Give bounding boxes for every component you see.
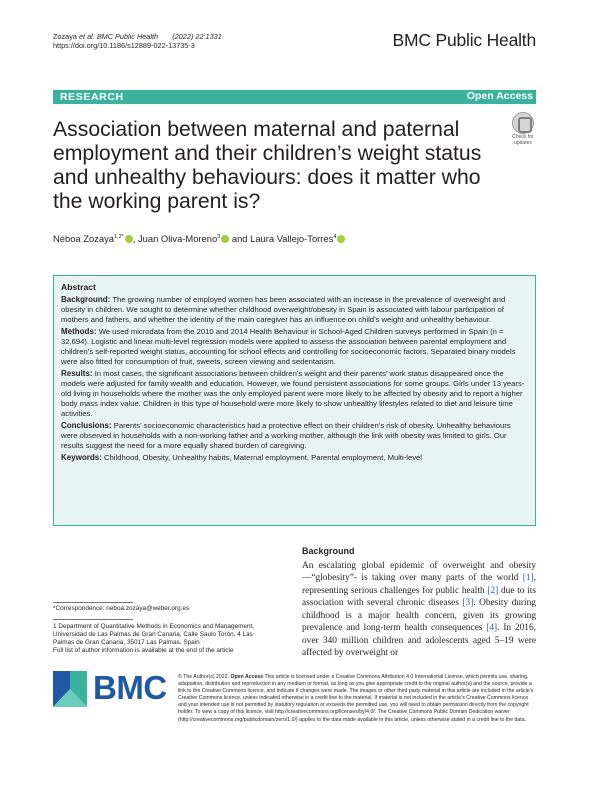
- footnote-divider: [53, 602, 133, 603]
- abstract-background: [61, 295, 528, 325]
- license-lead: © The Author(s) 2022.: [178, 674, 231, 680]
- check-for-updates-button[interactable]: [509, 112, 537, 146]
- methods-label: Methods:: [61, 327, 97, 336]
- orcid-icon[interactable]: [125, 235, 133, 243]
- check-updates-label: Check for updates: [512, 134, 534, 146]
- conclusions-text: Parents’ socioeconomic characteristics had a protective effect on their children’s risk of obesity. Unhealthy behaviours were observed in households with a non-working father and a working mother, although the link with obesity was limited to girls. Our results suggest the need for a more equally shared burden of caregiving.: [61, 421, 511, 450]
- check-updates-icon: [512, 112, 534, 134]
- citation-year: (2022) 22:1331: [172, 32, 222, 41]
- body-text: [302, 545, 536, 660]
- bmc-logo-icon: [53, 671, 87, 707]
- license-text: [178, 674, 536, 724]
- abstract-results: [61, 369, 528, 419]
- methods-text: We used microdata from the 2010 and 2014 Health Behaviour in School-Aged Children surveys performed in Spain (n = 32,694). Logistic and linear multi-level regression models were applied to assess the association between parental employment and children’s self-reported weight status, accounting for school effects and controlling for socioeconomic factors. Separated binary models were also fitted for consumption of fruit, sweets, screen viewing and sedentarism.: [61, 327, 516, 366]
- abstract-heading: Abstract: [61, 282, 96, 292]
- author-affiliation: 1,2*: [113, 233, 124, 240]
- abstract-conclusions: [61, 421, 528, 451]
- bmc-logo-text: BMC: [93, 669, 167, 706]
- body-text-run: . Obesity during childhood is a major health concern, given its growing prevalence and long-term health consequences: [302, 598, 536, 633]
- keywords-label: Keywords:: [61, 453, 102, 462]
- keywords-text: Childhood, Obesity, Unhealthy habits, Maternal employment, Parental employment, Multi-level: [104, 453, 422, 462]
- open-access-label: Open Access: [466, 90, 533, 102]
- reference-link[interactable]: [1]: [522, 573, 534, 583]
- citation-header: [53, 32, 222, 50]
- bmc-logo: [53, 669, 167, 709]
- license-body: This article is licensed under a Creative Commons Attribution 4.0 International License, which permits use, sharing, adaptation, distribution and reproduction in any medium or format, as long as you give appropriate credit to the original author(s) and the source, provide a link to the Creative Commons licence, and indicate if changes were made. The images or other third party material in this article are included in the article’s Creative Commons licence, unless indicated otherwise in a credit line to the material. If material is not included in the article’s Creative Commons licence and your intended use is not permitted by statutory regulation or exceeds the permitted use, you will need to obtain permission directly from the copyright holder. To view a copy of this licence, visit http://creativecommons.org/licenses/by/4.0/. The Creative Commons Public Domain Dedication waiver (http://creativecommons.org/publicdomain/zero/1.0/) applies to the data made available in this article, unless otherwise stated in a credit line to the data.: [178, 674, 534, 723]
- author-list: [53, 233, 345, 244]
- affiliation-note: 1 Department of Quantitative Methods in Economics and Management, Universidad de Las Palmas de Gran Canaria, Calle Saulo Torón, 4 Las Palmas de Gran Canaria, 35017 Las Palmas, Spain: [53, 623, 255, 646]
- author-affiliation: 4: [333, 233, 337, 240]
- results-label: Results:: [61, 369, 93, 378]
- author-name[interactable]: , Juan Oliva‑Moreno: [132, 233, 218, 244]
- conclusions-label: Conclusions:: [61, 421, 112, 430]
- body-paragraph: [302, 560, 536, 660]
- reference-link[interactable]: [3]: [462, 598, 474, 608]
- background-label: Background:: [61, 295, 111, 304]
- abstract-keywords: [61, 453, 528, 463]
- body-text-run: due to its association with several chronic diseases: [302, 585, 536, 608]
- citation-journal: et al. BMC Public Health: [78, 32, 159, 41]
- article-type-banner: [53, 90, 536, 104]
- results-text: In most cases, the significant associations between children’s weight and their parents’ work status disappeared once the models were adjusted for family wealth and education. However, we found persistent associations for some groups. Girls under 13 years-old living in households where the mother was the only employed parent were more likely to be affected by obesity and to report a higher body mass index value. Children in this type of household were more likely to show unhealthy lifestyles related to diet and leisure time activities.: [61, 369, 525, 418]
- author-affiliation: 3: [217, 233, 221, 240]
- section-heading: Background: [302, 546, 355, 556]
- abstract-box: [53, 275, 536, 526]
- reference-link[interactable]: [2]: [487, 585, 499, 596]
- correspondence-email[interactable]: *Correspondence: neboa.zozaya@weber.org.es: [53, 605, 190, 612]
- orcid-icon[interactable]: [337, 235, 345, 243]
- journal-name: BMC Public Health: [392, 30, 536, 50]
- article-type-label: RESEARCH: [60, 91, 124, 103]
- abstract-methods: [61, 327, 528, 367]
- citation-authors: Zozaya: [53, 32, 79, 41]
- author-name[interactable]: Néboa Zozaya: [53, 233, 114, 244]
- article-title: Association between maternal and paternal employment and their children’s weight status and unhealthy behaviours: does it matter who the working parent is?: [53, 118, 482, 213]
- footnotes: [53, 605, 273, 655]
- body-text-run: . In 2016, over 340 million children and adolescents aged 5–19 were affected by overweight or: [302, 623, 536, 658]
- reference-link[interactable]: [4]: [486, 623, 498, 633]
- body-text-run: An escalating global epidemic of overweight and obesity—“globesity”- is taking over many parts of the world: [302, 560, 536, 583]
- background-text: The growing number of employed women has been associated with an increase in the prevalence of overweight and obesity in children. We sought to determine whether childhood overweight/obesity in Spain is associated with labour participation of mothers and fathers, and whether the identity of the main caregiver has an influence on child’s weight and unhealthy behaviour.: [61, 295, 506, 324]
- author-name[interactable]: and Laura Vallejo‑Torres: [229, 233, 334, 244]
- doi-link[interactable]: https://doi.org/10.1186/s12889-022-13735-3: [53, 41, 195, 50]
- license-open-access: Open Access: [230, 674, 264, 680]
- body-text-run: , representing serious challenges for public health: [302, 573, 536, 596]
- full-list-note: Full list of author information is available at the end of the article: [53, 647, 234, 654]
